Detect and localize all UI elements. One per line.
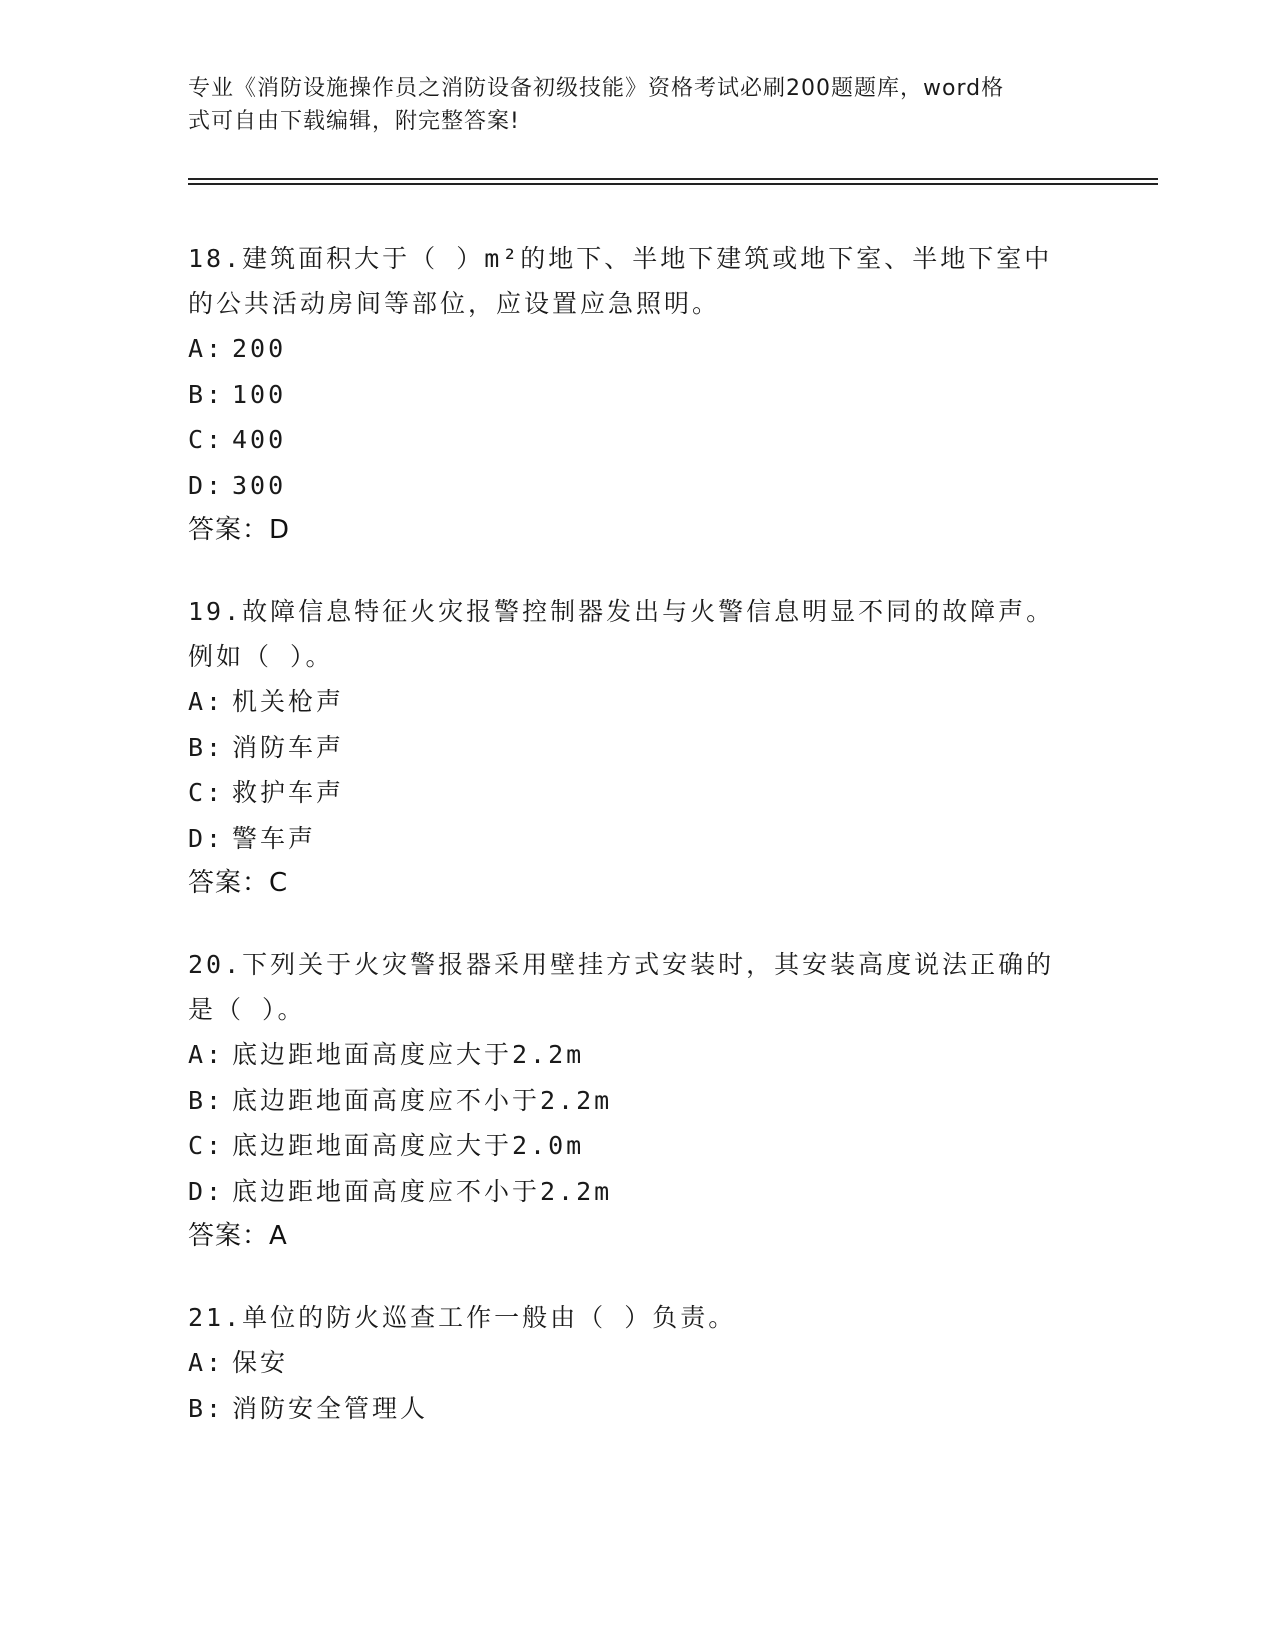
header-description-line1: 专业《消防设施操作员之消防设备初级技能》资格考试必刷200题题库，word格 [188,76,1005,101]
option-text: 底边距地面高度应大于2.0m [232,1131,585,1160]
option-key: B: [188,732,225,762]
option-key: D: [188,470,225,500]
question-stem-line2: 的公共活动房间等部位，应设置应急照明。 [188,289,721,318]
option-key: A: [188,334,225,363]
option-d [188,463,1088,509]
question-stem-line1: 18.建筑面积大于（ ）m²的地下、半地下建筑或地下室、半地下室中 [188,244,1053,273]
question-stem-line1: 20.下列关于火灾警报器采用壁挂方式安装时，其安装高度说法正确的 [188,950,1055,979]
answer-line: 答案：D [188,515,291,545]
question-stem [188,942,1088,1032]
option-b [188,725,1088,771]
option-text: 警车声 [232,823,317,853]
option-key: A: [188,687,225,716]
question-stem [188,1295,1088,1340]
document-header [188,72,1088,138]
option-text: 底边距地面高度应不小于2.2m [232,1085,613,1115]
option-key: D: [188,1176,225,1206]
option-key: B: [188,379,225,409]
option-text: 消防安全管理人 [232,1393,429,1423]
option-text: 机关枪声 [232,687,345,716]
question-18 [188,236,1088,553]
option-key: A: [188,1348,225,1377]
option-key: C: [188,425,225,454]
option-text: 底边距地面高度应大于2.2m [232,1040,585,1069]
option-c [188,417,1088,463]
question-stem-line1: 21.单位的防火巡查工作一般由（ ）负责。 [188,1303,737,1332]
question-list [188,236,1088,1467]
option-text: 底边距地面高度应不小于2.2m [232,1176,613,1206]
option-c [188,1123,1088,1169]
option-a [188,326,1088,372]
option-a [188,1032,1088,1078]
question-19 [188,589,1088,906]
option-key: B: [188,1393,225,1423]
option-b [188,1386,1088,1432]
option-text: 200 [232,334,287,363]
option-text: 100 [232,379,287,409]
option-key: A: [188,1040,225,1069]
question-stem [188,589,1088,679]
question-21 [188,1295,1088,1431]
option-key: C: [188,778,225,807]
question-stem [188,236,1088,326]
option-key: D: [188,823,225,853]
header-divider-top [188,178,1158,180]
header-divider-bottom [188,183,1158,185]
option-text: 救护车声 [232,778,345,807]
option-a [188,679,1088,725]
question-stem-line1: 19.故障信息特征火灾报警控制器发出与火警信息明显不同的故障声。 [188,597,1055,626]
option-c [188,770,1088,816]
option-text: 保安 [232,1348,289,1377]
question-20 [188,942,1088,1259]
option-text: 300 [232,470,287,500]
option-d [188,816,1088,862]
question-stem-line2: 是（ ）。 [188,995,306,1024]
option-text: 消防车声 [232,732,345,762]
option-a [188,1340,1088,1386]
option-key: B: [188,1085,225,1115]
option-d [188,1169,1088,1215]
header-description-line2: 式可自由下载编辑，附完整答案! [188,109,520,134]
answer-line: 答案：A [188,1221,288,1251]
option-text: 400 [232,425,287,454]
option-key: C: [188,1131,225,1160]
option-b [188,1078,1088,1124]
answer-line: 答案：C [188,868,289,898]
option-b [188,372,1088,418]
question-stem-line2: 例如（ ）。 [188,642,334,671]
